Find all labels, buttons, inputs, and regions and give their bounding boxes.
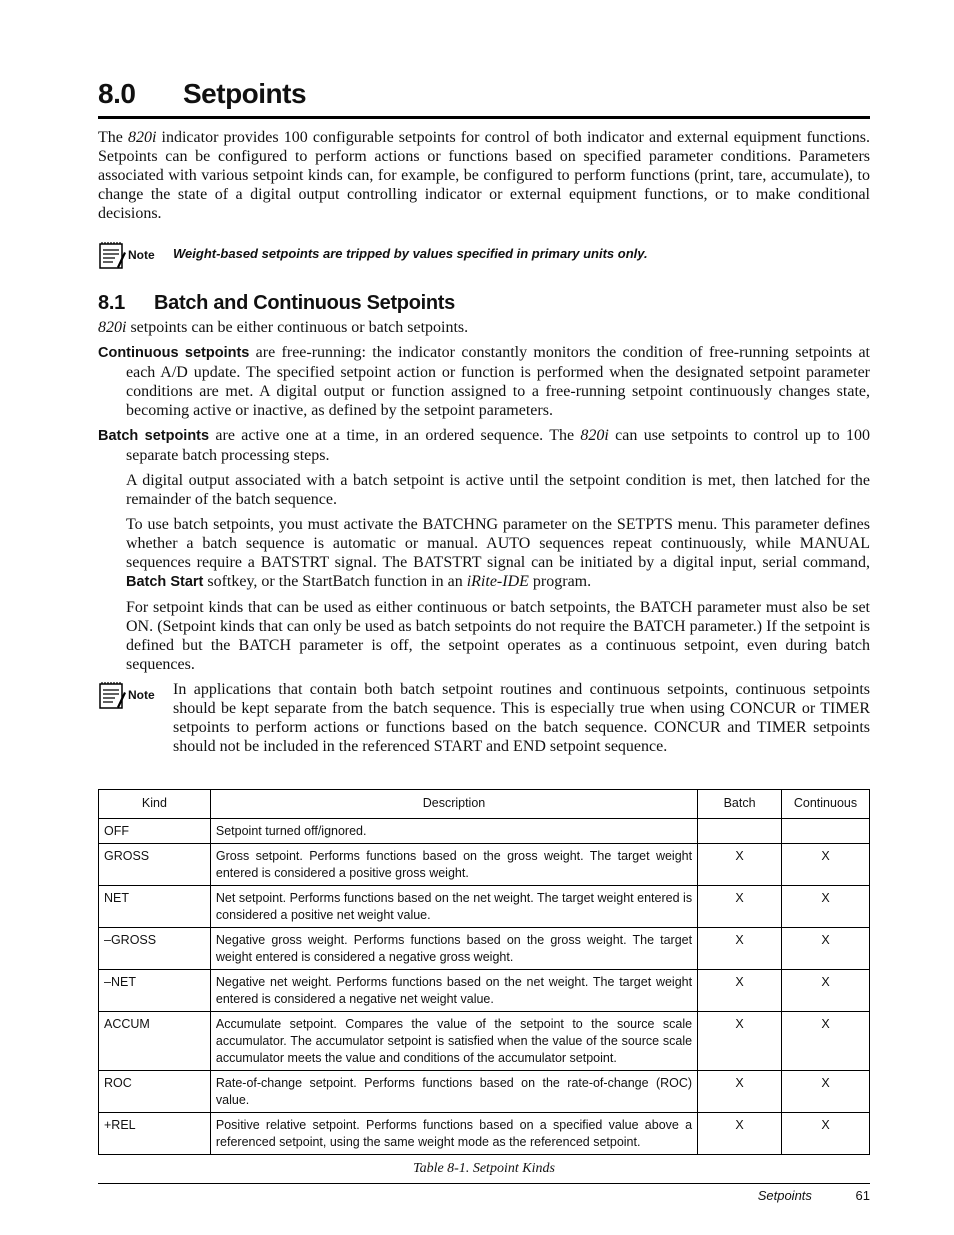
note-weight-units <box>98 240 870 270</box>
cell-description: Net setpoint. Performs functions based on the net weight. The target weight entered is considered a positive net weight value. <box>210 886 697 928</box>
note-batch-separation <box>98 680 870 756</box>
heading-rule <box>98 116 870 119</box>
note-label: Note <box>128 248 155 262</box>
table-row <box>99 1113 870 1155</box>
note-text: Weight-based setpoints are tripped by values specified in primary units only. <box>173 246 648 261</box>
page-number: 61 <box>855 1188 870 1203</box>
cell-continuous <box>782 819 870 844</box>
cell-batch: X <box>698 928 782 970</box>
chapter-heading <box>98 70 870 114</box>
cell-batch: X <box>698 844 782 886</box>
table-row <box>99 970 870 1012</box>
cell-continuous: X <box>782 928 870 970</box>
table-row <box>99 819 870 844</box>
continuous-setpoints-paragraph: Continuous setpoints are free-running: the indicator constantly monitors the condition of free-running setpoints at each A/D update. The specified setpoint action or function is performed when the designated setpoint parameter conditions are met. A digital output or function assigned to a free-running setpoint continuously changes state, becoming active or inactive, as defined by the setpoint parameters. <box>98 344 870 419</box>
table-caption: Table 8-1. Setpoint Kinds <box>413 1161 555 1176</box>
cell-batch: X <box>698 970 782 1012</box>
page-content <box>98 70 870 1177</box>
table-row <box>99 1071 870 1113</box>
softkey-label: Batch Start <box>126 574 204 590</box>
setpoint-kinds-paragraph: For setpoint kinds that can be used as either continuous or batch setpoints, the BATCH parameter must also be set ON. (Setpoint kinds that can only be used as batch setpoints do not require the BATCH parameter.) If the setpoint is defined but the BATCH parameter is off, the setpoint operates as a continuous setpoint, even during batch sequences. <box>126 599 870 673</box>
cell-description: Gross setpoint. Performs functions based on the gross weight. The target weight entered is considered a positive gross weight. <box>210 844 697 886</box>
cell-batch: X <box>698 1071 782 1113</box>
section-title: Batch and Continuous Setpoints <box>154 292 455 314</box>
cell-continuous: X <box>782 844 870 886</box>
table-row <box>99 886 870 928</box>
cell-continuous: X <box>782 886 870 928</box>
batch-usage-paragraph: To use batch setpoints, you must activate the BATCHNG parameter on the SETPTS menu. This parameter defines whether a batch sequence is automatic or manual. AUTO sequences repeat continuously, while MANUAL sequences require a BATSTRT signal. The BATSTRT signal can be initiated by a digital input, serial command, Batch Start softkey, or the StartBatch function in an iRite-IDE program. <box>126 516 870 590</box>
cell-continuous: X <box>782 970 870 1012</box>
footer-section: Setpoints <box>757 1188 812 1203</box>
note-badge <box>98 680 173 710</box>
intro-paragraph: The 820i indicator provides 100 configurable setpoints for control of both indicator and external equipment functions. Setpoints can be configured to perform actions or functions based on specified parameter conditions. Parameters associated with various setpoint kinds can, for example, be configured to perform functions (print, tare, accumulate), to change the state of a digital output controlling indicator or external equipment functions, or to make conditional decisions. <box>98 129 870 222</box>
note-label: Note <box>128 688 155 702</box>
note-text: In applications that contain both batch setpoint routines and continuous setpoints, continuous setpoints should be kept separate from the batch sequence. This is especially true when using CONCUR or TIMER setpoints to perform actions or functions based on the batch sequence. CONCUR and TIMER setpoints should not be included in the referenced START and END setpoint sequence. <box>173 681 870 755</box>
cell-description: Accumulate setpoint. Compares the value of the setpoint to the source scale accumulator. The accumulator setpoint is satisfied when the value of the source scale accumulator meets the value and conditions of the accumulator setpoint. <box>210 1012 697 1071</box>
table-row <box>99 928 870 970</box>
header-kind: Kind <box>99 790 211 819</box>
batch-setpoints-paragraph: Batch setpoints are active one at a time, in an ordered sequence. The 820i can use setpoints to control up to 100 separate batch processing steps. <box>98 427 871 464</box>
table-row <box>99 844 870 886</box>
model-name: 820i <box>127 129 157 146</box>
cell-kind: GROSS <box>99 844 211 886</box>
term-continuous: Continuous setpoints <box>98 345 250 361</box>
chapter-title: Setpoints <box>183 78 307 109</box>
cell-kind: ROC <box>99 1071 211 1113</box>
cell-kind: –NET <box>99 970 211 1012</box>
cell-batch: X <box>698 886 782 928</box>
cell-description: Positive relative setpoint. Performs functions based on a specified value above a referenced setpoint, using the same weight mode as the referenced setpoint. <box>210 1113 697 1155</box>
notepad-icon <box>98 680 126 710</box>
cell-continuous: X <box>782 1113 870 1155</box>
section-number: 8.1 <box>98 292 125 314</box>
setpoint-kinds-table <box>98 789 870 1155</box>
cell-description: Negative net weight. Performs functions based on the net weight. The target weight entered is considered a negative net weight value. <box>210 970 697 1012</box>
header-batch: Batch <box>698 790 782 819</box>
cell-batch: X <box>698 1012 782 1071</box>
section-heading <box>98 290 870 316</box>
chapter-number: 8.0 <box>98 78 136 109</box>
header-description: Description <box>210 790 697 819</box>
notepad-icon <box>98 240 126 270</box>
cell-batch: X <box>698 1113 782 1155</box>
cell-description: Setpoint turned off/ignored. <box>210 819 697 844</box>
footer-rule <box>98 1183 870 1184</box>
cell-kind: OFF <box>99 819 211 844</box>
cell-batch <box>698 819 782 844</box>
digital-output-paragraph: A digital output associated with a batch setpoint is active until the setpoint condition is met, then latched for the remainder of the batch sequence. <box>126 472 870 508</box>
page-footer <box>758 1188 870 1203</box>
program-name: iRite-IDE <box>466 573 529 590</box>
note-badge <box>98 240 173 270</box>
header-continuous: Continuous <box>782 790 870 819</box>
cell-kind: –GROSS <box>99 928 211 970</box>
table-header-row <box>99 790 870 819</box>
cell-kind: ACCUM <box>99 1012 211 1071</box>
cell-continuous: X <box>782 1012 870 1071</box>
table-row <box>99 1012 870 1071</box>
cell-kind: NET <box>99 886 211 928</box>
section-lead: 820i setpoints can be either continuous or batch setpoints. <box>98 319 469 336</box>
cell-description: Negative gross weight. Performs functions based on the gross weight. The target weight entered is considered a negative gross weight. <box>210 928 697 970</box>
cell-kind: +REL <box>99 1113 211 1155</box>
cell-description: Rate-of-change setpoint. Performs functions based on the rate-of-change (ROC) value. <box>210 1071 697 1113</box>
term-batch: Batch setpoints <box>98 428 210 444</box>
cell-continuous: X <box>782 1071 870 1113</box>
